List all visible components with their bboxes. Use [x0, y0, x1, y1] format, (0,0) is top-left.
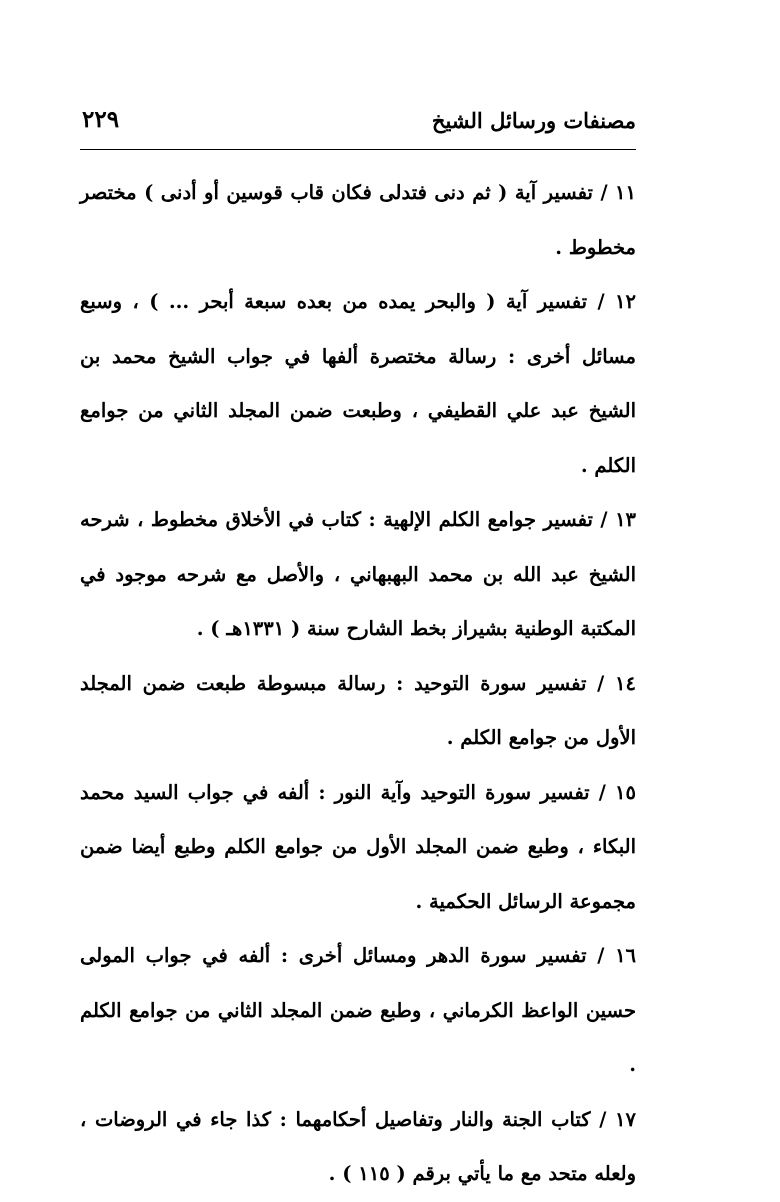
entry-text: تفسير آية ( والبحر يمده من بعده سبعة أبحر ... ) ، وسبع مسائل أخرى : رسالة مختصرة ألفها في جواب الشيخ محمد بن الشيخ عبد علي القطيفي ، وطبعت ضمن المجلد الثاني من جوامع الكلم .	[80, 290, 636, 477]
list-item: ١٣ / تفسير جوامع الكلم الإلهية : كتاب في الأخلاق مخطوط ، شرحه الشيخ عبد الله بن محمد البهبهاني ، والأصل مع شرحه موجود في المكتبة الوطنية بشيراز بخط الشارح سنة ( ١٣٣١هـ ) .	[80, 508, 637, 640]
page-header	[80, 104, 636, 144]
entry-number: ١١	[615, 181, 636, 204]
entry-text: تفسير سورة التوحيد وآية النور : ألفه في جواب السيد محمد البكاء ، وطبع ضمن المجلد الأول من جوامع الكلم وطبع أيضا ضمن مجموعة الرسائل الحكمية .	[80, 780, 636, 913]
list-item: ١١ / تفسير آية ( ثم دنى فتدلى فكان قاب قوسين أو أدنى ) مختصر مخطوط .	[80, 181, 636, 259]
entry-text: كتاب الجنة والنار وتفاصيل أحكامهما : كذا جاء في الروضات ، ولعله متحد مع ما يأتي برقم ( ١١٥ ) .	[80, 1107, 636, 1185]
list-item: ١٥ / تفسير سورة التوحيد وآية النور : ألفه في جواب السيد محمد البكاء ، وطبع ضمن المجلد الأول من جوامع الكلم وطبع أيضا ضمن مجموعة الرسائل الحكمية .	[80, 780, 636, 913]
entry-number: ١٣	[615, 508, 637, 531]
page-number: ٢٢٩	[82, 106, 120, 133]
entry-text: تفسير سورة التوحيد : رسالة مبسوطة طبعت ضمن المجلد الأول من جوامع الكلم .	[80, 671, 636, 749]
running-title: مصنفات ورسائل الشيخ	[431, 108, 636, 133]
list-item: ١٢ / تفسير آية ( والبحر يمده من بعده سبعة أبحر ... ) ، وسبع مسائل أخرى : رسالة مختصرة ألفها في جواب الشيخ محمد بن الشيخ عبد علي القطيفي ، وطبعت ضمن المجلد الثاني من جوامع الكلم .	[80, 290, 636, 477]
list-item: ١٦ / تفسير سورة الدهر ومسائل أخرى : ألفه في جواب المولى حسين الواعظ الكرماني ، وطبع ضمن المجلد الثاني من جوامع الكلم .	[80, 944, 637, 1076]
entry-text: تفسير آية ( ثم دنى فتدلى فكان قاب قوسين أو أدنى ) مختصر مخطوط .	[80, 181, 636, 259]
page-body	[80, 166, 636, 1202]
entry-number: ١٥	[615, 780, 636, 804]
entry-number: ١٤	[615, 671, 636, 695]
entry-text: تفسير سورة الدهر ومسائل أخرى : ألفه في جواب المولى حسين الواعظ الكرماني ، وطبع ضمن المجلد الثاني من جوامع الكلم .	[80, 944, 636, 1076]
entry-number: ١٧	[615, 1107, 636, 1131]
list-item: ١٧ / كتاب الجنة والنار وتفاصيل أحكامهما : كذا جاء في الروضات ، ولعله متحد مع ما يأتي برقم ( ١١٥ ) .	[80, 1107, 636, 1185]
entry-text: تفسير جوامع الكلم الإلهية : كتاب في الأخلاق مخطوط ، شرحه الشيخ عبد الله بن محمد البهبهاني ، والأصل مع شرحه موجود في المكتبة الوطنية بشيراز بخط الشارح سنة ( ١٣٣١هـ ) .	[80, 508, 636, 640]
header-rule	[80, 149, 636, 150]
list-item: ١٤ / تفسير سورة التوحيد : رسالة مبسوطة طبعت ضمن المجلد الأول من جوامع الكلم .	[80, 671, 636, 749]
entry-number: ١٦	[615, 944, 637, 967]
entry-number: ١٢	[615, 290, 636, 313]
